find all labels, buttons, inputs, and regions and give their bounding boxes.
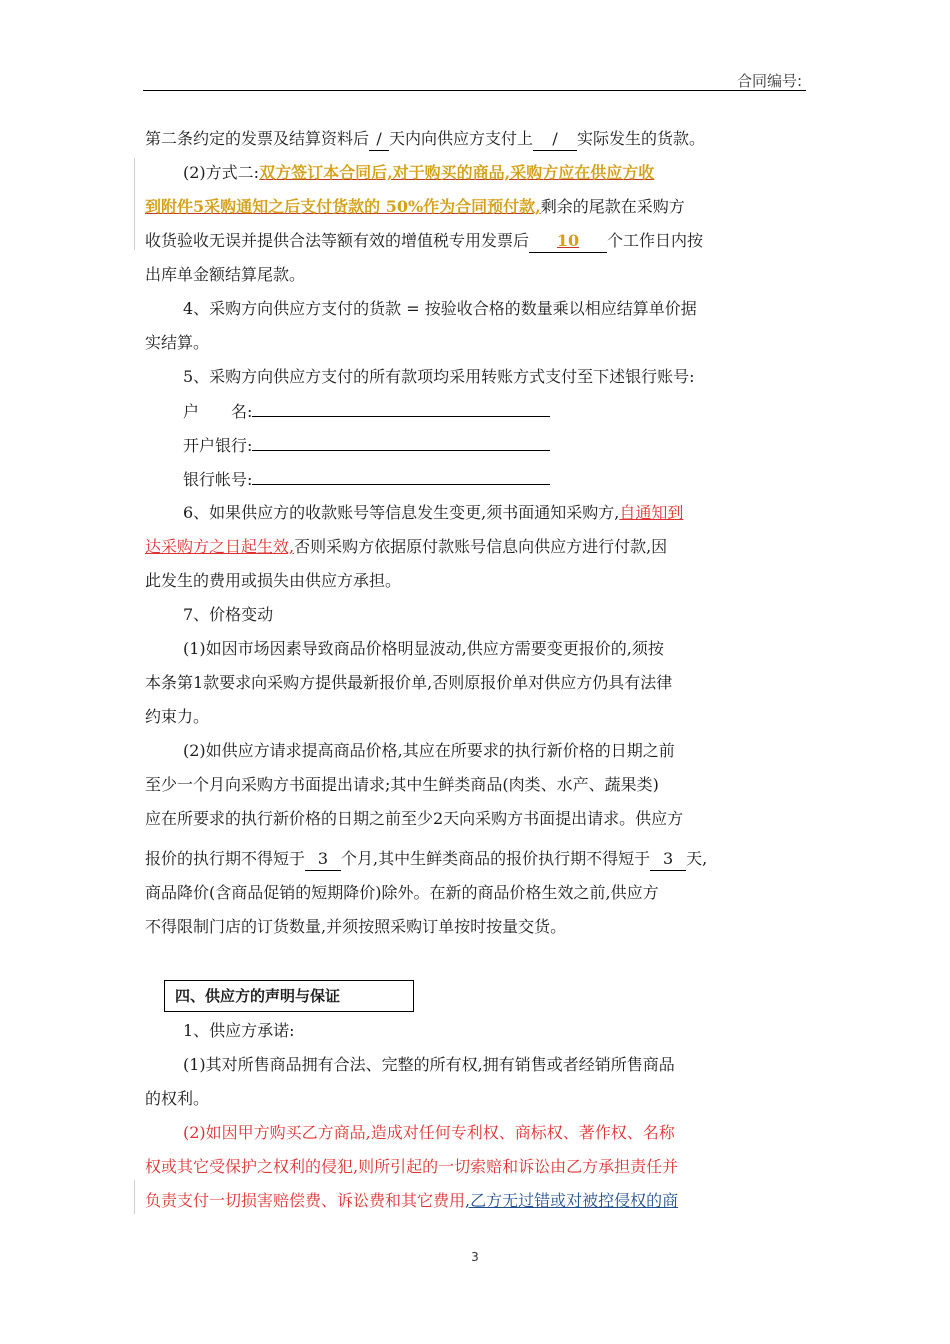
paragraph-line: 实结算。 bbox=[145, 333, 210, 352]
paragraph-line: 出库单金额结算尾款。 bbox=[145, 265, 306, 284]
paragraph-line: 7、价格变动 bbox=[183, 605, 274, 624]
bank-name-row: 开户银行: bbox=[183, 428, 807, 463]
paragraph-line: (2)方式二:双方签订本合同后,对于购买的商品,采购方应在供应方收 bbox=[183, 163, 655, 182]
paragraph-line: (2)如供应方请求提高商品价格,其应在所要求的执行新价格的日期之前 bbox=[183, 741, 675, 760]
paragraph-line: 权或其它受保护之权利的侵犯,则所引起的一切索赔和诉讼由乙方承担责任并 bbox=[145, 1157, 679, 1176]
section-heading-box bbox=[164, 980, 414, 1012]
paragraph-line: 4、采购方向供应方支付的货款 = 按验收合格的数量乘以相应结算单价据 bbox=[183, 299, 697, 318]
paragraph-line: 不得限制门店的订货数量,并须按照采购订单按时按量交货。 bbox=[145, 917, 567, 936]
paragraph-line: (2)如因甲方购买乙方商品,造成对任何专利权、商标权、著作权、名称 bbox=[183, 1123, 675, 1142]
paragraph-line: 约束力。 bbox=[145, 707, 210, 726]
paragraph-line: 达采购方之日起生效,否则采购方依据原付款账号信息向供应方进行付款,因 bbox=[145, 537, 668, 556]
paragraph-line: 6、如果供应方的收款账号等信息发生变更,须书面通知采购方,自通知到 bbox=[183, 503, 684, 522]
paragraph-line: 应在所要求的执行新价格的日期之前至少2天向采购方书面提出请求。供应方 bbox=[145, 809, 684, 828]
paragraph-line: 1、供应方承诺: bbox=[183, 1021, 295, 1040]
contract-number-label: 合同编号: bbox=[736, 72, 802, 90]
account-number-row: 银行帐号: bbox=[183, 462, 807, 497]
page-number: 3 bbox=[471, 1250, 479, 1264]
page-header bbox=[143, 70, 806, 91]
paragraph-line: 至少一个月向采购方书面提出请求;其中生鲜类商品(肉类、水产、蔬果类) bbox=[145, 775, 659, 794]
paragraph-line: 负责支付一切损害赔偿费、诉讼费和其它费用,乙方无过错或对被控侵权的商 bbox=[145, 1191, 679, 1210]
paragraph-line: (1)其对所售商品拥有合法、完整的所有权,拥有销售或者经销所售商品 bbox=[183, 1055, 675, 1074]
paragraph-line: (1)如因市场因素导致商品价格明显波动,供应方需要变更报价的,须按 bbox=[183, 639, 664, 658]
paragraph-line: 报价的执行期不得短于 3 个月,其中生鲜类商品的报价执行期不得短于 3 天, bbox=[145, 842, 807, 876]
paragraph-line: 的权利。 bbox=[145, 1089, 210, 1108]
account-name-row: 户 名: bbox=[183, 394, 807, 429]
revision-bar bbox=[134, 1180, 135, 1214]
bank-name-field bbox=[252, 428, 550, 451]
paragraph-line: 到附件5采购通知之后支付货款的 50%作为合同预付款,剩余的尾款在采购方 bbox=[145, 197, 685, 216]
account-number-field bbox=[252, 462, 550, 485]
paragraph-line: 5、采购方向供应方支付的所有款项均采用转账方式支付至下述银行账号: bbox=[183, 367, 695, 386]
paragraph-line: 本条第1款要求向采购方提供最新报价单,否则原报价单对供应方仍具有法律 bbox=[145, 673, 673, 692]
paragraph-line: 此发生的费用或损失由供应方承担。 bbox=[145, 571, 402, 590]
paragraph-line: 商品降价(含商品促销的短期降价)除外。在新的商品价格生效之前,供应方 bbox=[145, 883, 659, 902]
account-name-field bbox=[252, 394, 550, 417]
paragraph-line: 收货验收无误并提供合法等额有效的增值税专用发票后 10 个工作日内按 bbox=[145, 224, 807, 258]
revision-bar bbox=[134, 158, 135, 250]
section-heading: 四、供应方的声明与保证 bbox=[175, 987, 341, 1005]
paragraph-line: 第二条约定的发票及结算资料后 / 天内向供应方支付上 / 实际发生的货款。 bbox=[145, 122, 807, 156]
